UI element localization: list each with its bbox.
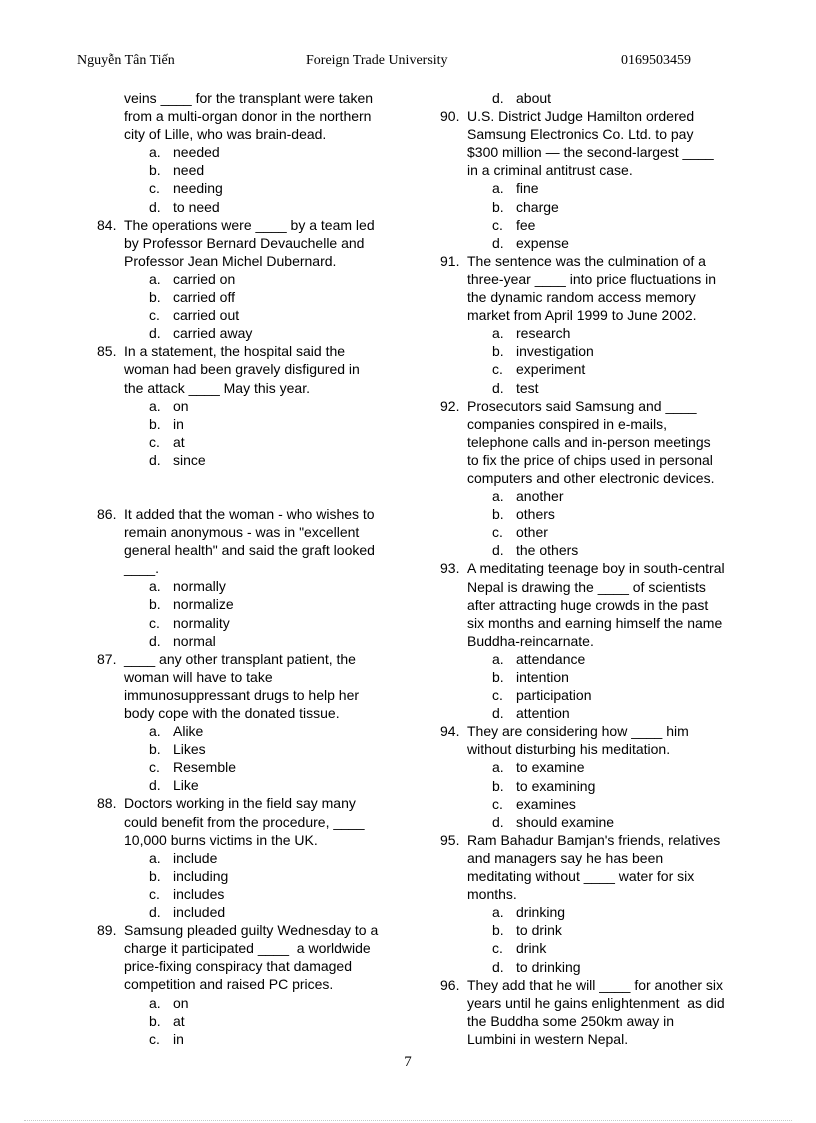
question-number: 93.	[440, 560, 460, 577]
option-letter: d.	[492, 705, 504, 722]
option-text: fine	[516, 180, 539, 197]
question-text-line: by Professor Bernard Devauchelle and	[124, 234, 365, 251]
option-letter: b.	[492, 922, 504, 939]
option-text: Like	[173, 777, 199, 794]
option-text: on	[173, 994, 189, 1011]
option-letter: d.	[149, 777, 161, 794]
question-text-line: $300 million — the second-largest ____	[467, 144, 714, 161]
answer-option	[440, 216, 740, 234]
question-text-line: It added that the woman - who wishes to	[124, 505, 375, 522]
answer-option	[97, 415, 397, 433]
question-text-line: six months and earning himself the name	[467, 614, 723, 631]
answer-option	[97, 161, 397, 179]
answer-option	[440, 903, 740, 921]
option-text: drinking	[516, 904, 566, 921]
question-text-line: computers and other electronic devices.	[467, 469, 715, 486]
answer-option	[97, 397, 397, 415]
option-letter: b.	[149, 741, 161, 758]
option-letter: d.	[492, 90, 504, 106]
answer-option	[440, 686, 740, 704]
footer-divider	[24, 1120, 792, 1121]
question-number: 95.	[440, 831, 460, 848]
option-text: charge	[516, 198, 559, 215]
question-text-line: immunosuppressant drugs to help her	[124, 686, 360, 703]
answer-option	[440, 813, 740, 831]
option-letter: a.	[149, 270, 161, 287]
question	[97, 216, 397, 270]
right-column	[440, 89, 740, 1048]
option-text: carried away	[173, 325, 253, 342]
option-letter: a.	[149, 144, 161, 161]
question-text-line: city of Lille, who was brain-dead.	[124, 126, 327, 143]
question-text-line: could benefit from the procedure, ____	[124, 813, 365, 830]
question-number: 84.	[97, 216, 117, 233]
option-text: at	[173, 433, 185, 450]
answer-option	[440, 379, 740, 397]
question	[440, 831, 740, 903]
answer-option	[97, 614, 397, 632]
question-text-line: body cope with the donated tissue.	[124, 705, 340, 721]
answer-option	[97, 270, 397, 288]
question-number: 96.	[440, 976, 460, 993]
option-text: intention	[516, 669, 569, 685]
question-text-line: the Buddha some 250km away in	[467, 1012, 675, 1029]
answer-option	[97, 758, 397, 776]
question-text-line: charge it participated ____ a worldwide	[124, 940, 371, 957]
option-text: including	[173, 867, 229, 884]
question-text-line: Samsung Electronics Co. Ltd. to pay	[467, 126, 694, 143]
option-letter: d.	[149, 451, 161, 468]
question-text-line: years until he gains enlightenment as did	[467, 994, 725, 1011]
question-text-line: the attack ____ May this year.	[124, 379, 310, 396]
question-number: 85.	[97, 343, 117, 360]
question-text-line: after attracting huge crowds in the past	[467, 596, 709, 613]
question-text-line: price-fixing conspiracy that damaged	[124, 958, 353, 975]
answer-option	[440, 650, 740, 668]
option-text: to examine	[516, 759, 585, 776]
question	[440, 722, 740, 758]
option-text: carried out	[173, 307, 240, 324]
option-letter: d.	[492, 813, 504, 830]
option-text: normality	[173, 614, 230, 631]
option-text: test	[516, 379, 539, 396]
option-text: attention	[516, 705, 570, 722]
option-text: carried on	[173, 270, 236, 287]
option-text: carried off	[173, 289, 235, 306]
question-text-line: U.S. District Judge Hamilton ordered	[467, 108, 695, 125]
question-text-line: competition and raised PC prices.	[124, 976, 334, 993]
option-text: include	[173, 849, 218, 866]
option-letter: a.	[149, 723, 161, 740]
answer-option	[97, 632, 397, 650]
question-text-line: They add that he will ____ for another six	[467, 976, 724, 993]
answer-option	[97, 849, 397, 867]
option-text: should examine	[516, 813, 615, 830]
option-text: need	[173, 162, 205, 179]
question-text-line: Lumbini in western Nepal.	[467, 1030, 629, 1047]
option-letter: a.	[492, 759, 504, 776]
left-column	[97, 89, 397, 1048]
question-text-line: Prosecutors said Samsung and ____	[467, 397, 697, 414]
option-text: needing	[173, 180, 223, 197]
answer-option	[440, 795, 740, 813]
option-letter: c.	[492, 216, 503, 233]
question-text-line: market from April 1999 to June 2002.	[467, 307, 697, 324]
option-text: included	[173, 904, 226, 921]
option-letter: b.	[492, 506, 504, 523]
option-text: other	[516, 524, 548, 541]
option-letter: b.	[149, 415, 161, 432]
option-letter: c.	[492, 795, 503, 812]
option-letter: d.	[492, 234, 504, 251]
question-text-line: Buddha-reincarnate.	[467, 632, 594, 649]
question	[440, 252, 740, 324]
option-letter: c.	[149, 759, 160, 776]
question-text-line: A meditating teenage boy in south-central	[467, 560, 725, 577]
question-text-line: in a criminal antitrust case.	[467, 162, 633, 179]
answer-option	[440, 939, 740, 957]
question	[97, 650, 397, 722]
question	[440, 107, 740, 179]
phone-number: 0169503459	[621, 53, 691, 68]
question-text-line: Samsung pleaded guilty Wednesday to a	[124, 922, 379, 939]
answer-option	[440, 921, 740, 939]
option-text: another	[516, 488, 564, 505]
option-text: Likes	[173, 741, 206, 758]
question	[97, 342, 397, 396]
option-text: expense	[516, 234, 569, 251]
option-text: normally	[173, 578, 226, 595]
option-letter: c.	[149, 180, 160, 197]
question	[440, 397, 740, 487]
answer-option	[97, 1012, 397, 1030]
option-letter: c.	[149, 614, 160, 631]
question-text-line: remain anonymous - was in "excellent	[124, 524, 360, 541]
question-text-line: meditating without ____ water for six	[467, 868, 695, 885]
answer-option	[440, 89, 740, 107]
option-letter: a.	[149, 849, 161, 866]
question-text-line: three-year ____ into price fluctuations in	[467, 270, 717, 287]
question-text-line: The sentence was the culmination of a	[467, 252, 706, 269]
option-text: normal	[173, 632, 216, 649]
answer-option	[440, 234, 740, 252]
option-letter: c.	[492, 361, 503, 378]
answer-option	[440, 668, 740, 686]
option-text: includes	[173, 885, 225, 902]
option-letter: d.	[492, 958, 504, 975]
question-text-line: to fix the price of chips used in personal	[467, 451, 713, 468]
option-text: drink	[516, 940, 547, 957]
question-text-line: ____.	[124, 560, 160, 577]
answer-option	[97, 288, 397, 306]
answer-option	[97, 867, 397, 885]
option-letter: b.	[149, 1012, 161, 1029]
option-text: to need	[173, 198, 220, 215]
question-text-line: They are considering how ____ him	[467, 723, 689, 740]
option-letter: b.	[149, 162, 161, 179]
question-text-line: woman will have to take	[124, 668, 273, 685]
question-text-line: general health" and said the graft looked	[124, 542, 375, 559]
option-text: attendance	[516, 650, 586, 667]
question	[97, 921, 397, 993]
option-letter: a.	[492, 488, 504, 505]
answer-option	[97, 595, 397, 613]
answer-option	[97, 903, 397, 921]
answer-option	[97, 451, 397, 469]
option-letter: d.	[149, 904, 161, 921]
option-text: normalize	[173, 596, 234, 613]
question-text-line: without disturbing his meditation.	[467, 741, 671, 758]
question-text-line: the dynamic random access memory	[467, 289, 696, 306]
option-text: at	[173, 1012, 185, 1029]
question	[97, 794, 397, 848]
question-number: 92.	[440, 397, 460, 414]
question-text-line: Ram Bahadur Bamjan's friends, relatives	[467, 831, 721, 848]
answer-option	[440, 505, 740, 523]
option-text: since	[173, 451, 206, 468]
question-number: 90.	[440, 108, 460, 125]
answer-option	[97, 179, 397, 197]
option-letter: b.	[492, 198, 504, 215]
answer-option	[97, 740, 397, 758]
question-text-line: ____ any other transplant patient, the	[124, 650, 356, 667]
option-letter: c.	[149, 307, 160, 324]
question-text-line: Doctors working in the field say many	[124, 795, 356, 812]
question-text-line: months.	[467, 886, 517, 903]
answer-option	[440, 704, 740, 722]
question-number: 89.	[97, 922, 117, 939]
option-letter: a.	[492, 325, 504, 342]
answer-option	[97, 198, 397, 216]
option-letter: b.	[149, 289, 161, 306]
answer-option	[97, 324, 397, 342]
question-text-line: veins ____ for the transplant were taken	[124, 90, 374, 106]
question-text-line: companies conspired in e-mails,	[467, 415, 667, 432]
question-text-line: Professor Jean Michel Dubernard.	[124, 252, 337, 269]
option-text: research	[516, 325, 571, 342]
option-letter: d.	[492, 379, 504, 396]
answer-option	[97, 1030, 397, 1048]
option-letter: c.	[149, 433, 160, 450]
option-text: experiment	[516, 361, 586, 378]
author-name: Nguyễn Tân Tiến	[77, 53, 175, 68]
answer-option	[440, 958, 740, 976]
question-text-line: 10,000 burns victims in the UK.	[124, 831, 318, 848]
option-letter: a.	[149, 994, 161, 1011]
option-letter: c.	[149, 885, 160, 902]
option-text: investigation	[516, 343, 594, 360]
question-number: 91.	[440, 252, 460, 269]
option-text: Alike	[173, 723, 204, 740]
option-letter: d.	[149, 198, 161, 215]
question-number: 94.	[440, 723, 460, 740]
option-text: to examining	[516, 777, 596, 794]
option-text: needed	[173, 144, 220, 161]
question	[440, 976, 740, 1048]
option-text: to drinking	[516, 958, 581, 975]
question-text-line: Nepal is drawing the ____ of scientists	[467, 578, 706, 595]
answer-option	[440, 523, 740, 541]
answer-option	[97, 994, 397, 1012]
option-text: participation	[516, 687, 592, 704]
option-letter: d.	[149, 632, 161, 649]
question-number: 87.	[97, 650, 117, 667]
question-text-line: woman had been gravely disfigured in	[124, 361, 360, 378]
option-letter: b.	[492, 669, 504, 685]
option-letter: b.	[149, 596, 161, 613]
answer-option	[440, 758, 740, 776]
page-header	[0, 53, 816, 73]
option-letter: a.	[149, 397, 161, 414]
option-text: in	[173, 415, 184, 432]
option-text: the others	[516, 542, 579, 559]
option-text: on	[173, 397, 189, 414]
answer-option	[97, 722, 397, 740]
answer-option	[97, 143, 397, 161]
option-text: Resemble	[173, 759, 237, 776]
question-text-line: and managers say he has been	[467, 849, 664, 866]
answer-option	[440, 179, 740, 197]
answer-option	[440, 198, 740, 216]
answer-option	[440, 360, 740, 378]
option-letter: b.	[149, 867, 161, 884]
option-text: to drink	[516, 922, 562, 939]
option-letter: d.	[492, 542, 504, 559]
question	[440, 559, 740, 649]
option-letter: d.	[149, 325, 161, 342]
answer-option	[440, 541, 740, 559]
answer-option	[440, 324, 740, 342]
option-letter: c.	[492, 687, 503, 704]
option-letter: a.	[149, 578, 161, 595]
answer-option	[440, 342, 740, 360]
question-text-line: The operations were ____ by a team led	[124, 216, 375, 233]
option-letter: c.	[492, 940, 503, 957]
option-letter: a.	[492, 904, 504, 921]
option-text: others	[516, 506, 555, 523]
option-text: examines	[516, 795, 576, 812]
question-number: 88.	[97, 795, 117, 812]
option-letter: c.	[492, 524, 503, 541]
blank-gap	[97, 469, 397, 505]
option-letter: a.	[492, 650, 504, 667]
option-letter: b.	[492, 343, 504, 360]
option-letter: b.	[492, 777, 504, 794]
question-text-line: In a statement, the hospital said the	[124, 343, 346, 360]
option-text: fee	[516, 216, 536, 233]
page-number: 7	[404, 1054, 412, 1070]
school-name: Foreign Trade University	[306, 53, 448, 68]
question-continuation	[97, 89, 397, 143]
option-text: about	[516, 90, 552, 106]
answer-option	[97, 306, 397, 324]
option-letter: a.	[492, 180, 504, 197]
answer-option	[97, 577, 397, 595]
answer-option	[97, 433, 397, 451]
answer-option	[97, 885, 397, 903]
question-text-line: from a multi-organ donor in the northern	[124, 108, 372, 125]
question-text-line: telephone calls and in-person meetings	[467, 433, 711, 450]
question-number: 86.	[97, 505, 117, 522]
answer-option	[440, 777, 740, 795]
answer-option	[440, 487, 740, 505]
option-letter: c.	[149, 1030, 160, 1047]
option-text: in	[173, 1030, 184, 1047]
answer-option	[97, 776, 397, 794]
question	[97, 505, 397, 577]
